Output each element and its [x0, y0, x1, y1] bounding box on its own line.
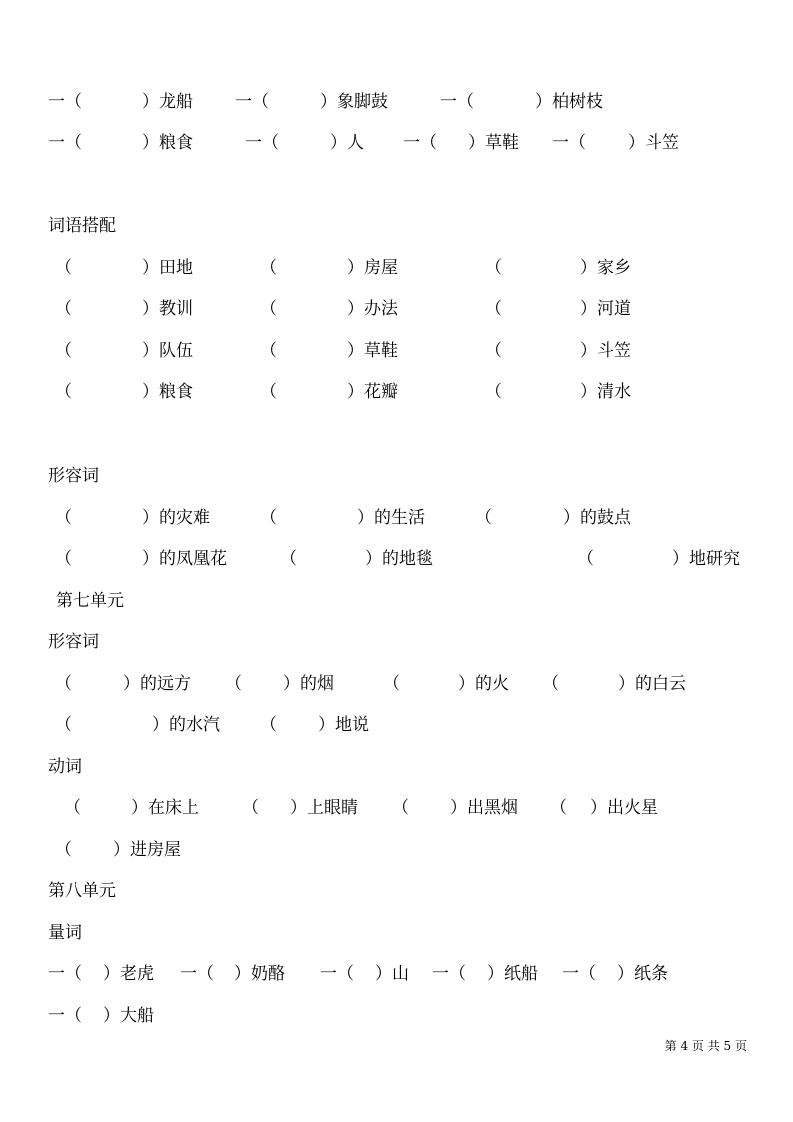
segment: ）上眼睛	[290, 798, 358, 818]
segment: ）进房屋	[113, 840, 181, 860]
section-heading-adjectives	[0, 461, 793, 491]
segment: （	[55, 549, 72, 569]
heading-text: 第八单元	[48, 881, 116, 901]
segment: ）的鼓点	[563, 508, 631, 528]
segment: （	[55, 840, 72, 860]
segment: ）老虎	[103, 964, 154, 984]
line-adjectives-unit7-2	[0, 710, 793, 740]
segment: ）象脚鼓	[320, 92, 388, 112]
segment: （	[485, 382, 502, 402]
segment: ）奶酪	[234, 964, 285, 984]
line-pairing-1	[0, 253, 793, 283]
heading-text: 形容词	[48, 632, 99, 652]
segment: （	[260, 382, 277, 402]
segment: ）出火星	[590, 798, 658, 818]
segment: 一（	[562, 964, 596, 984]
line-adjectives-unit7-1	[0, 669, 793, 699]
segment: ）在床上	[131, 798, 199, 818]
segment: 一（	[552, 133, 586, 153]
segment: （	[55, 341, 72, 361]
heading-text: 动词	[48, 757, 82, 777]
line-measure-words-2	[0, 128, 793, 158]
segment: ）粮食	[142, 133, 193, 153]
segment: 一（	[48, 92, 82, 112]
line-measure-words-1	[0, 87, 793, 117]
segment: （	[55, 258, 72, 278]
segment: （	[485, 341, 502, 361]
segment: ）柏树枝	[535, 92, 603, 112]
segment: （	[55, 508, 72, 528]
segment: （	[260, 341, 277, 361]
heading-text: 词语搭配	[48, 216, 116, 236]
segment: ）斗笠	[628, 133, 679, 153]
segment: ）的灾难	[142, 508, 210, 528]
page-number-footer: 第 4 页 共 5 页	[664, 1039, 747, 1053]
heading-text: 形容词	[48, 466, 99, 486]
segment: 一（	[403, 133, 437, 153]
segment: ）花瓣	[347, 382, 398, 402]
segment: 一（	[180, 964, 214, 984]
segment: ）教训	[142, 299, 193, 319]
segment: （	[485, 299, 502, 319]
segment: 一（	[320, 964, 354, 984]
segment: ）草鞋	[347, 341, 398, 361]
segment: 一（	[432, 964, 466, 984]
heading-text: 第七单元	[56, 591, 124, 611]
segment: （	[55, 382, 72, 402]
segment: （	[55, 715, 72, 735]
unit-heading-8	[0, 876, 793, 906]
line-measure-words-3	[0, 959, 793, 989]
segment: ）地研究	[672, 549, 740, 569]
section-heading-adjectives-unit7	[0, 627, 793, 657]
segment: ）队伍	[142, 341, 193, 361]
segment: ）河道	[580, 299, 631, 319]
segment: ）纸条	[617, 964, 668, 984]
segment: （	[392, 798, 409, 818]
segment: （	[577, 549, 594, 569]
line-adjectives-2	[0, 544, 793, 574]
segment: （	[260, 508, 277, 528]
segment: 一（	[245, 133, 279, 153]
segment: 一（	[48, 133, 82, 153]
segment: ）人	[330, 133, 364, 153]
line-pairing-3	[0, 336, 793, 366]
segment: ）的水汽	[152, 715, 220, 735]
segment: ）出黑烟	[450, 798, 518, 818]
segment: ）斗笠	[580, 341, 631, 361]
segment: ）房屋	[347, 258, 398, 278]
section-heading-verbs	[0, 752, 793, 782]
segment: （	[242, 798, 259, 818]
line-pairing-4	[0, 377, 793, 407]
line-measure-words-4	[0, 1001, 793, 1031]
line-verbs-1	[0, 793, 793, 823]
segment: （	[55, 674, 72, 694]
segment: （	[225, 674, 242, 694]
segment: 一（	[440, 92, 474, 112]
segment: （	[475, 508, 492, 528]
segment: ）清水	[580, 382, 631, 402]
segment: （	[485, 258, 502, 278]
segment: （	[55, 299, 72, 319]
section-heading-measure-words	[0, 918, 793, 948]
segment: ）山	[375, 964, 409, 984]
segment: （	[542, 674, 559, 694]
unit-heading-7	[0, 586, 793, 616]
segment: ）的远方	[123, 674, 191, 694]
line-adjectives-1	[0, 503, 793, 533]
section-heading-word-pairing	[0, 211, 793, 241]
segment: ）的白云	[618, 674, 686, 694]
segment: ）家乡	[580, 258, 631, 278]
segment: 一（	[48, 964, 82, 984]
segment: ）的地毯	[365, 549, 433, 569]
segment: （	[260, 299, 277, 319]
segment: ）办法	[347, 299, 398, 319]
segment: ）的生活	[357, 508, 425, 528]
segment: ）纸船	[487, 964, 538, 984]
segment: ）龙船	[142, 92, 193, 112]
segment: （	[260, 715, 277, 735]
segment: ）大船	[103, 1006, 154, 1026]
segment: ）的烟	[283, 674, 334, 694]
segment: ）的凤凰花	[142, 549, 227, 569]
segment: （	[550, 798, 567, 818]
line-pairing-2	[0, 294, 793, 324]
line-verbs-2	[0, 835, 793, 865]
segment: ）地说	[318, 715, 369, 735]
segment: （	[260, 258, 277, 278]
segment: ）粮食	[142, 382, 193, 402]
segment: （	[64, 798, 81, 818]
segment: 一（	[235, 92, 269, 112]
segment: （	[383, 674, 400, 694]
segment: （	[280, 549, 297, 569]
segment: ）的火	[458, 674, 509, 694]
heading-text: 量词	[48, 923, 82, 943]
segment: ）草鞋	[468, 133, 519, 153]
segment: 一（	[48, 1006, 82, 1026]
segment: ）田地	[142, 258, 193, 278]
